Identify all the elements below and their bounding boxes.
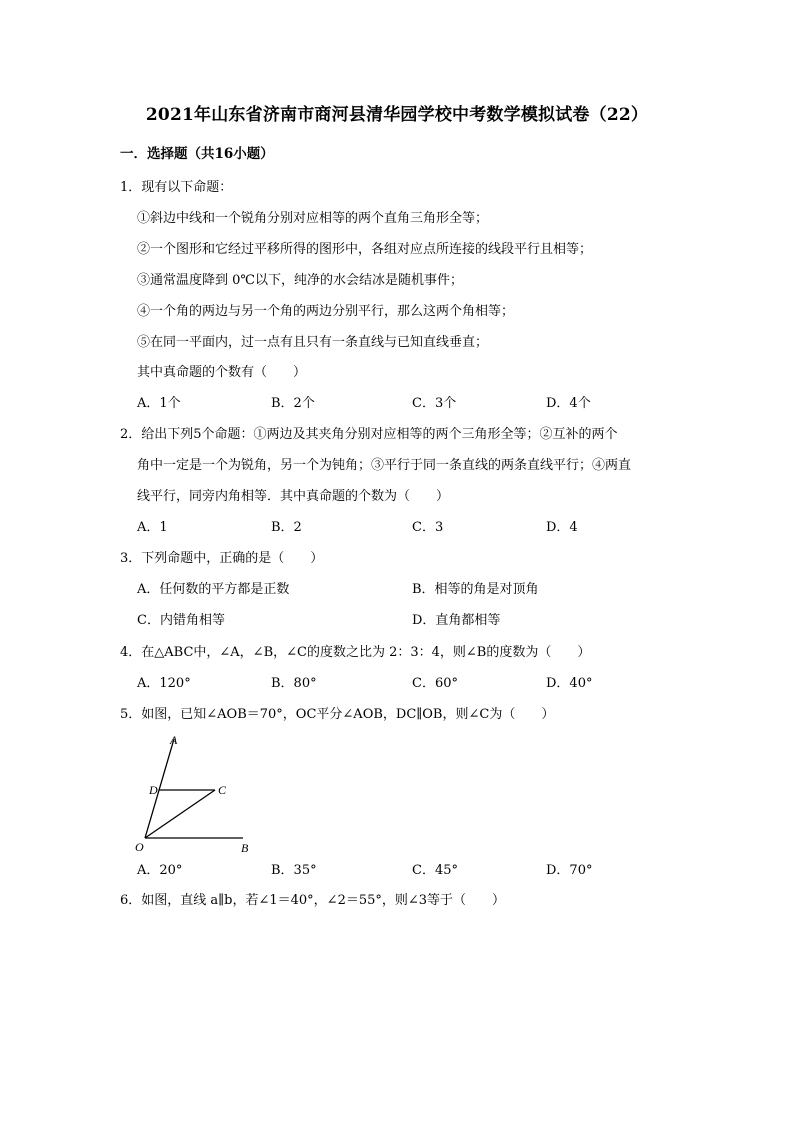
question-2-line-1: 2．给出下列5个命题：①两边及其夹角分别对应相等的两个三角形全等；②互补的两个: [120, 427, 618, 442]
question-6-stem: 6．如图，直线 a∥b，若∠1＝40°，∠2＝55°，则∠3等于（ ）: [120, 893, 506, 908]
question-1-stem: 1．现有以下命题：: [120, 180, 233, 195]
question-4-option-d[interactable]: D．40°: [546, 676, 593, 691]
question-4-option-b[interactable]: B．80°: [271, 676, 317, 691]
question-3-option-b[interactable]: B．相等的角是对顶角: [412, 582, 539, 597]
question-4-option-a[interactable]: A．120°: [137, 676, 191, 691]
question-1-item-5: ⑤在同一平面内，过一点有且只有一条直线与已知直线垂直；: [137, 335, 489, 350]
question-4-stem: 4．在△ABC中，∠A，∠B，∠C的度数之比为 2：3：4，则∠B的度数为（ ）: [120, 645, 591, 660]
question-1-ask: 其中真命题的个数有（ ）: [137, 365, 307, 380]
question-5-figure: [130, 728, 270, 858]
question-5-option-c[interactable]: C．45°: [412, 863, 458, 878]
question-1-item-3: ③通常温度降到 0℃以下，纯净的水会结冰是随机事件；: [137, 273, 463, 288]
question-1-option-a[interactable]: A．1个: [137, 396, 181, 411]
question-1-item-1: ①斜边中线和一个锐角分别对应相等的两个直角三角形全等；: [137, 211, 489, 226]
question-3-option-a[interactable]: A．任何数的平方都是正数: [137, 582, 290, 597]
segment-oc: [145, 790, 215, 838]
question-1-option-b[interactable]: B．2个: [271, 396, 315, 411]
question-1-option-d[interactable]: D．4个: [546, 396, 591, 411]
question-1-option-c[interactable]: C．3个: [412, 396, 457, 411]
question-2-line-3: 线平行，同旁内角相等．其中真命题的个数为（ ）: [137, 489, 450, 504]
question-4-option-c[interactable]: C．60°: [412, 676, 458, 691]
question-3-option-c[interactable]: C．内错角相等: [137, 613, 225, 628]
question-2-option-c[interactable]: C．3: [412, 520, 444, 535]
section-heading: 一．选择题（共16小题）: [120, 146, 274, 162]
question-2-line-2: 角中一定是一个为锐角，另一个为钝角；③平行于同一条直线的两条直线平行；④两直: [137, 458, 632, 473]
label-b: B: [241, 841, 249, 855]
question-5-stem: 5．如图，已知∠AOB＝70°，OC平分∠AOB，DC∥OB，则∠C为（ ）: [120, 707, 555, 722]
question-5-option-b[interactable]: B．35°: [271, 863, 317, 878]
label-d: D: [149, 783, 158, 797]
question-3-option-d[interactable]: D．直角都相等: [412, 613, 501, 628]
question-2-option-a[interactable]: A．1: [137, 520, 168, 535]
question-3-stem: 3．下列命题中，正确的是（ ）: [120, 551, 324, 566]
question-5-option-a[interactable]: A．20°: [137, 863, 183, 878]
question-1-item-4: ④一个角的两边与另一个角的两边分别平行，那么这两个角相等；: [137, 304, 515, 319]
question-1-item-2: ②一个图形和它经过平移所得的图形中，各组对应点所连接的线段平行且相等；: [137, 242, 593, 257]
question-2-option-b[interactable]: B．2: [271, 520, 302, 535]
page-title: 2021年山东省济南市商河县清华园学校中考数学模拟试卷（22）: [145, 105, 649, 125]
label-c: C: [218, 783, 227, 797]
label-a: A: [170, 733, 178, 747]
question-5-option-d[interactable]: D．70°: [546, 863, 593, 878]
question-2-option-d[interactable]: D．4: [546, 520, 578, 535]
label-o: O: [135, 840, 144, 854]
